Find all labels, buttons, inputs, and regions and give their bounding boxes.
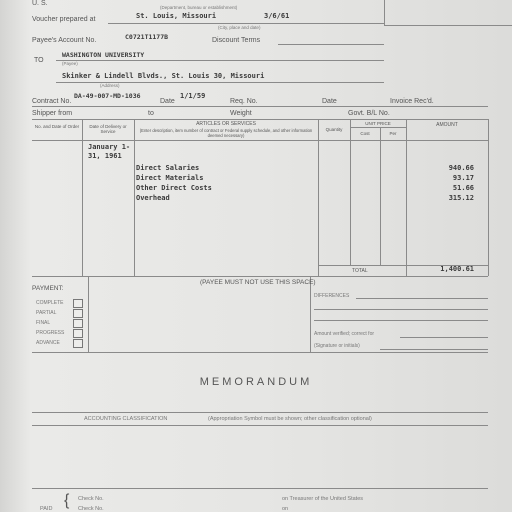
payment-option-checkbox[interactable] bbox=[73, 319, 83, 328]
discount-terms-line bbox=[278, 44, 384, 45]
to-label: TO bbox=[34, 57, 44, 64]
contract-date-value: 1/1/59 bbox=[180, 92, 206, 100]
header-order: No. and Date of Order bbox=[34, 124, 80, 129]
accounting-label: ACCOUNTING CLASSIFICATION bbox=[84, 416, 168, 422]
verified-label: Amount verified; correct for bbox=[314, 331, 375, 337]
top-label: U. S. bbox=[32, 0, 48, 7]
line-item-label: Other Direct Costs bbox=[136, 184, 212, 192]
payee-account-label: Payee's Account No. bbox=[32, 37, 97, 44]
service-period-line1: January 1- bbox=[88, 143, 131, 151]
govt-bl-label: Govt. B/L No. bbox=[348, 110, 390, 117]
top-right-divider bbox=[384, 0, 385, 26]
voucher-prepared-line bbox=[108, 23, 384, 24]
header-articles: ARTICLES OR SERVICES bbox=[196, 121, 256, 127]
accounting-note: (Appropriation Symbol must be shown; other classification optional) bbox=[208, 416, 372, 422]
check-no-label: Check No. bbox=[78, 496, 104, 502]
shipper-to-label: to bbox=[148, 110, 154, 117]
payee-name: WASHINGTON UNIVERSITY bbox=[62, 51, 145, 59]
place-caption: (City, place and date) bbox=[218, 25, 261, 30]
contract-no-label: Contract No. bbox=[32, 98, 72, 105]
line-item-amount: 93.17 bbox=[452, 174, 474, 182]
payment-option-checkbox[interactable] bbox=[73, 339, 83, 348]
header-unit-price: UNIT PRICE bbox=[365, 121, 391, 126]
admin-divider bbox=[310, 276, 311, 352]
payee-address: Skinker & Lindell Blvds., St. Louis 30, Missouri bbox=[62, 72, 265, 80]
signature-line bbox=[380, 349, 488, 350]
voucher-date: 3/6/61 bbox=[264, 12, 290, 20]
footer-rule bbox=[32, 488, 488, 489]
treasurer-label: on Treasurer of the United States bbox=[282, 496, 364, 502]
payment-option-label: FINAL bbox=[36, 320, 51, 326]
column-divider-2 bbox=[134, 119, 135, 276]
payee-account-value: C0721T1177B bbox=[125, 33, 169, 41]
contract-row-line bbox=[32, 106, 488, 107]
department-caption: (Department, bureau or establishment) bbox=[160, 5, 238, 10]
table-top-border bbox=[32, 119, 488, 120]
unit-price-divider bbox=[350, 127, 406, 128]
contract-no-value: DA-49-007-MD-1036 bbox=[74, 92, 141, 100]
paid-label: PAID bbox=[40, 506, 53, 512]
payment-option-checkbox[interactable] bbox=[73, 299, 83, 308]
differences-line bbox=[356, 298, 488, 299]
accounting-top-rule bbox=[32, 412, 488, 413]
payment-option-label: PROGRESS bbox=[36, 330, 65, 336]
payment-label: PAYMENT: bbox=[32, 285, 64, 292]
payment-divider bbox=[88, 276, 89, 352]
line-item-amount: 315.12 bbox=[448, 194, 474, 202]
column-divider-5 bbox=[380, 127, 381, 265]
address-caption: (Address) bbox=[100, 83, 120, 88]
header-delivery: Date of Delivery or Service bbox=[89, 124, 127, 134]
top-right-rule bbox=[384, 25, 512, 26]
header-quantity: Quantity bbox=[325, 127, 343, 132]
on-label: on bbox=[282, 506, 289, 512]
column-divider-3 bbox=[318, 119, 319, 276]
header-articles-sub: (Enter description, item number of contract or Federal supply schedule, and other information deemed necessary) bbox=[139, 128, 313, 138]
discount-terms-label: Discount Terms bbox=[212, 37, 261, 44]
payment-option-checkbox[interactable] bbox=[73, 329, 83, 338]
payment-option-checkbox[interactable] bbox=[73, 309, 83, 318]
table-bottom-border bbox=[32, 276, 488, 277]
payment-option-label: COMPLETE bbox=[36, 300, 64, 306]
line-item-amount: 51.66 bbox=[452, 184, 474, 192]
table-right-border bbox=[488, 119, 489, 276]
table-header-border bbox=[32, 140, 488, 141]
req-date-label: Date bbox=[322, 98, 337, 105]
header-cost: Cost bbox=[360, 131, 370, 136]
line-item-label: Overhead bbox=[136, 194, 170, 202]
payee-name-line bbox=[56, 60, 384, 61]
shipper-from-label: Shipper from bbox=[32, 110, 73, 117]
header-amount: AMOUNT bbox=[436, 122, 458, 128]
differences-line-2 bbox=[314, 309, 488, 310]
footer-brace: { bbox=[64, 492, 70, 509]
memorandum-title: MEMORANDUM bbox=[199, 376, 313, 388]
voucher-place: St. Louis, Missouri bbox=[136, 12, 217, 20]
payee-note: (PAYEE MUST NOT USE THIS SPACE) bbox=[200, 279, 316, 286]
total-value: 1,400.61 bbox=[440, 265, 474, 273]
voucher-prepared-label: Voucher prepared at bbox=[32, 16, 96, 23]
payment-bottom-border bbox=[32, 352, 488, 353]
weight-label: Weight bbox=[230, 110, 252, 117]
differences-label: DIFFERENCES bbox=[314, 293, 350, 299]
line-item-label: Direct Salaries bbox=[136, 164, 200, 172]
line-item-amount: 940.66 bbox=[448, 164, 474, 172]
column-divider-1 bbox=[82, 119, 83, 276]
req-no-label: Req. No. bbox=[230, 98, 258, 105]
column-divider-4 bbox=[350, 119, 351, 265]
verified-line bbox=[400, 337, 488, 338]
check-no-label-2: Check No. bbox=[78, 506, 104, 512]
total-label: TOTAL bbox=[352, 268, 368, 274]
signature-label: (Signature or initials) bbox=[314, 343, 360, 349]
contract-date-label: Date bbox=[160, 98, 175, 105]
payee-caption: (Payee) bbox=[62, 61, 78, 66]
differences-line-3 bbox=[314, 320, 488, 321]
service-period-line2: 31, 1961 bbox=[88, 152, 122, 160]
accounting-bottom-rule bbox=[32, 425, 488, 426]
invoice-received-label: Invoice Rec'd. bbox=[390, 98, 434, 105]
header-per: Per bbox=[389, 131, 397, 136]
payment-option-label: ADVANCE bbox=[36, 340, 60, 346]
line-item-label: Direct Materials bbox=[136, 174, 204, 182]
payment-option-label: PARTIAL bbox=[36, 310, 57, 316]
